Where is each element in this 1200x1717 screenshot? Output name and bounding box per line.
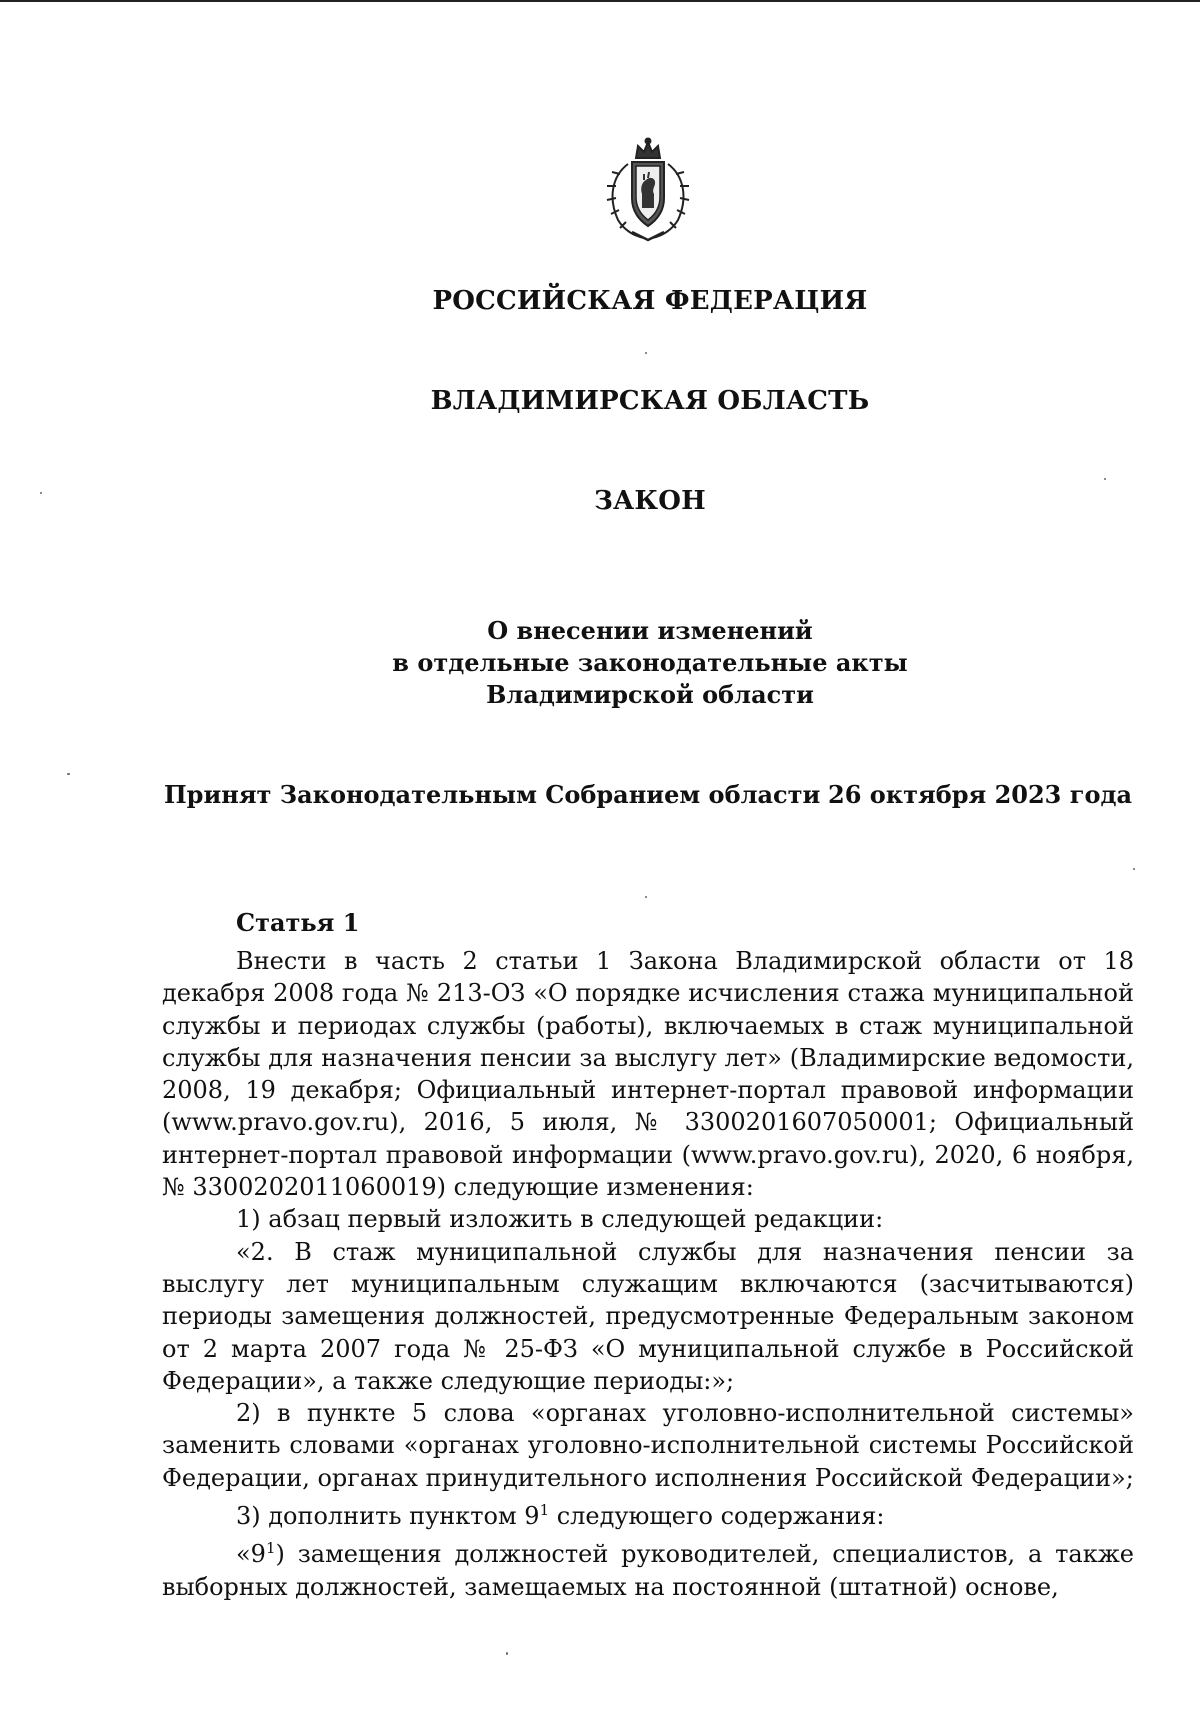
article-paragraph [162,1532,1134,1603]
item3-prefix: 3) дополнить пунктом 9 [236,1502,540,1531]
scan-speck [1104,478,1106,480]
article-paragraph: 1) абзац первый изложить в следующей редакции: [236,1205,884,1234]
scan-speck [506,1652,508,1655]
item9-prefix: «9 [236,1540,266,1569]
coat-of-arms-icon [598,136,698,242]
document-type-heading: ЗАКОН [594,486,706,516]
law-title-line: в отдельные законодательные акты [392,648,908,677]
item3-superscript: 1 [539,1501,550,1520]
scan-edge [0,0,1200,2]
adoption-row [164,780,1132,814]
article-paragraph [162,1494,1134,1532]
article-heading: Статья 1 [236,908,360,937]
article-paragraph: «2. В стаж муниципальной службы для назначения пенсии за выслугу лет муниципальным служащим включаются (засчитываются) периоды замещения должностей, предусмотренные Федеральным законом от 2 марта 2007 года № 25-ФЗ «О муниципальной службе в Российской Федерации», а также следующие периоды:»; [162,1237,1134,1395]
adoption-text: Принят Законодательным Собранием области [164,780,821,809]
law-title-line: Владимирской области [486,680,814,709]
scan-speck [645,352,647,354]
article-body [162,945,1134,1603]
law-title-line: О внесении изменений [487,616,813,645]
country-heading: РОССИЙСКАЯ ФЕДЕРАЦИЯ [432,286,868,316]
article-paragraph: 2) в пункте 5 слова «органах уголовно-исполнительной системы» заменить словами «органах уголовно-исполнительной системы Российской Федерации, органах принудительного исполнения Российской Федерации»; [162,1399,1134,1492]
article-paragraph: Внести в часть 2 статьи 1 Закона Владимирской области от 18 декабря 2008 года № 213-ОЗ «О порядке исчисления стажа муниципальной службы и периодах службы (работы), включаемых в стаж муниципальной службы для назначения пенсии за выслугу лет» (Владимирские ведомости, 2008, 19 декабря; Официальный интернет-портал правовой информации (www.pravo.gov.ru), 2016, 5 июля, № 3300201607050001; Официальный интернет-портал правовой информации (www.pravo.gov.ru), 2020, 6 ноября, № 3300202011060019) следующие изменения: [162,947,1134,1202]
region-heading: ВЛАДИМИРСКАЯ ОБЛАСТЬ [430,386,870,416]
scan-speck [645,896,647,898]
item9-superscript: 1 [265,1539,276,1558]
scan-speck [1133,868,1135,870]
item9-text: ) замещения должностей руководителей, специалистов, а также выборных должностей, замещаемых на постоянной (штатной) основе, [162,1540,1134,1601]
adoption-date: 26 октября 2023 года [828,780,1132,809]
scan-speck [40,492,42,494]
item3-suffix: следующего содержания: [549,1502,885,1531]
law-title [0,615,1200,711]
scan-speck [67,773,70,775]
